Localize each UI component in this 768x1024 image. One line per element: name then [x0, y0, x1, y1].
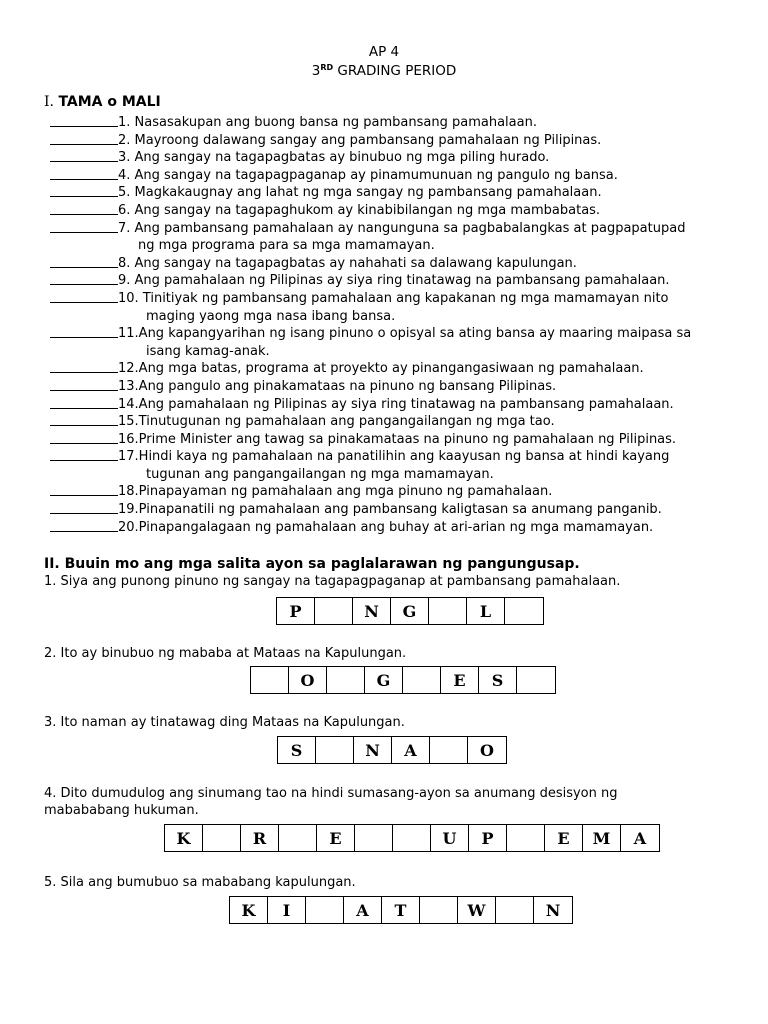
tf-item-line: 15.Tinutugunan ng pamahalaan ang pangangailangan ng mga tao.: [118, 414, 555, 430]
letter-box-empty[interactable]: [203, 825, 241, 851]
letter-box-empty[interactable]: [505, 598, 543, 624]
tf-item-text: [118, 184, 750, 202]
tf-item-text: [118, 272, 750, 290]
letter-box-empty[interactable]: [429, 598, 467, 624]
answer-blank[interactable]: [50, 448, 118, 461]
tf-item: [50, 290, 750, 325]
letter-box-filled: E: [441, 667, 479, 693]
letter-box-empty[interactable]: [316, 737, 354, 763]
letter-box-filled: O: [480, 740, 494, 760]
tf-item-text: [118, 396, 750, 414]
tf-item-line: 4. Ang sangay na tagapagpaganap ay pinamumunuan ng pangulo ng bansa.: [118, 167, 618, 183]
letter-boxes: [229, 896, 573, 924]
tf-item: [50, 483, 750, 501]
tf-item: [50, 325, 750, 360]
question-text: 5. Sila ang bumubuo sa mababang kapulungan.: [44, 875, 356, 890]
tf-item-line: 6. Ang sangay na tagapaghukom ay kinabibilangan ng mga mambabatas.: [118, 202, 601, 218]
tf-item: [50, 167, 750, 185]
answer-blank[interactable]: [50, 132, 118, 145]
tf-item-text: [118, 483, 750, 501]
letter-box-filled: E: [317, 825, 355, 851]
letter-box-filled: S: [278, 737, 316, 763]
question-text: 3. Ito naman ay tinatawag ding Mataas na Kapulungan.: [44, 715, 405, 730]
letter-box-filled: T: [382, 897, 420, 923]
answer-blank[interactable]: [50, 483, 118, 496]
answer-blank[interactable]: [50, 396, 118, 409]
answer-blank[interactable]: [50, 255, 118, 268]
tf-item-line: 7. Ang pambansang pamahalaan ay nangunguna sa pagbabalangkas at pagpapatupad: [118, 220, 686, 236]
letter-boxes: [164, 824, 660, 852]
answer-blank[interactable]: [50, 501, 118, 514]
answer-blank[interactable]: [50, 272, 118, 285]
letter-box-empty[interactable]: [420, 897, 458, 923]
tf-item-text: [118, 413, 750, 431]
answer-blank[interactable]: [50, 325, 118, 338]
letter-box-filled: M: [583, 825, 621, 851]
tf-item-text: [118, 255, 750, 273]
tf-item-text: [118, 114, 750, 132]
letter-box-filled: G: [391, 598, 429, 624]
question-text: 1. Siya ang punong pinuno ng sangay na tagapagpaganap at pambansang pamahalaan.: [44, 574, 621, 589]
tf-item-line: 16.Prime Minister ang tawag sa pinakamataas na pinuno ng pamahalaan ng Pilipinas.: [118, 431, 677, 447]
section-1-roman: I.: [44, 94, 59, 110]
letter-boxes: [250, 666, 556, 694]
period-superscript: RD: [320, 63, 334, 72]
letter-box-filled: K: [230, 897, 268, 923]
tf-item: [50, 272, 750, 290]
tf-item: [50, 396, 750, 414]
letter-box-empty[interactable]: [279, 825, 317, 851]
letter-box-filled: A: [392, 737, 430, 763]
tf-item-text: [118, 519, 750, 537]
tf-item-text: [118, 290, 750, 325]
letter-box-empty[interactable]: [355, 825, 393, 851]
letter-box-filled: K: [165, 825, 203, 851]
tf-item-line: 20.Pinapangalagaan ng pamahalaan ang buhay at ari-arian ng mga mamamayan.: [118, 519, 654, 535]
letter-box-empty[interactable]: [496, 897, 534, 923]
tf-item: [50, 202, 750, 220]
tf-item-line: 17.Hindi kaya ng pamahalaan na panatilihin ang kaayusan ng bansa at hindi kayang: [118, 449, 670, 465]
letter-box-filled: I: [268, 897, 306, 923]
tf-item-line: 5. Magkakaugnay ang lahat ng mga sangay ng pambansang pamahalaan.: [118, 185, 602, 201]
tf-item-line: 3. Ang sangay na tagapagbatas ay binubuo ng mga piling hurado.: [118, 150, 550, 166]
answer-blank[interactable]: [50, 431, 118, 444]
letter-box-filled: A: [633, 828, 647, 848]
true-false-list: [50, 114, 750, 536]
answer-blank[interactable]: [50, 413, 118, 426]
letter-box-filled: P: [277, 598, 315, 624]
letter-box-filled: S: [479, 667, 517, 693]
letter-box-empty[interactable]: [403, 667, 441, 693]
tf-item-text: [118, 360, 750, 378]
letter-boxes: [277, 736, 507, 764]
letter-box-empty[interactable]: [251, 667, 289, 693]
letter-box-filled: E: [545, 825, 583, 851]
tf-item: [50, 255, 750, 273]
question-text: 2. Ito ay binubuo ng mababa at Mataas na Kapulungan.: [44, 646, 407, 661]
tf-item-line: 2. Mayroong dalawang sangay ang pambansang pamahalaan ng Pilipinas.: [118, 132, 602, 148]
tf-item: [50, 220, 750, 255]
period-text: GRADING PERIOD: [333, 63, 457, 79]
letter-box-filled: U: [431, 825, 469, 851]
letter-box-filled: O: [289, 667, 327, 693]
tf-item: [50, 519, 750, 537]
tf-item-text: [118, 167, 750, 185]
tf-item-line: 1. Nasasakupan ang buong bansa ng pambansang pamahalaan.: [118, 115, 537, 130]
tf-item-text: [118, 448, 750, 483]
section-1-title: TAMA o MALI: [58, 94, 161, 110]
tf-item-text: [118, 325, 750, 360]
letter-box-filled: W: [458, 897, 496, 923]
subject-label: AP 4: [368, 44, 400, 60]
letter-box-filled: N: [354, 737, 392, 763]
letter-box-empty[interactable]: [327, 667, 365, 693]
tf-item: [50, 132, 750, 150]
letter-box-filled: G: [365, 667, 403, 693]
tf-item-text: [118, 431, 750, 449]
tf-item: [50, 448, 750, 483]
tf-item-text: [118, 202, 750, 220]
answer-blank[interactable]: [50, 167, 118, 180]
letter-box-empty[interactable]: [517, 667, 555, 693]
answer-blank[interactable]: [50, 149, 118, 162]
tf-item: [50, 360, 750, 378]
letter-box-empty[interactable]: [306, 897, 344, 923]
answer-blank[interactable]: [50, 202, 118, 215]
tf-item-line: 11.Ang kapangyarihan ng isang pinuno o opisyal sa ating bansa ay maaring maipasa sa: [118, 326, 692, 342]
answer-blank[interactable]: [50, 519, 118, 532]
grading-period-title: [0, 63, 768, 79]
letter-box-filled: P: [469, 825, 507, 851]
letter-box-empty[interactable]: [430, 737, 468, 763]
tf-item-continuation: maging yaong mga nasa ibang bansa.: [146, 308, 396, 324]
letter-box-filled: N: [353, 598, 391, 624]
tf-item-text: [118, 220, 750, 255]
period-number: 3: [311, 63, 321, 79]
tf-item: [50, 149, 750, 167]
tf-item-text: [118, 501, 750, 519]
tf-item-line: 14.Ang pamahalaan ng Pilipinas ay siya ring tinatawag na pambansang pamahalaan.: [118, 396, 674, 412]
tf-item: [50, 184, 750, 202]
tf-item-continuation: ng mga programa para sa mga mamamayan.: [138, 238, 435, 254]
letter-boxes: [276, 597, 544, 625]
tf-item: [50, 501, 750, 519]
tf-item-continuation: tugunan ang pangangailangan ng mga mamamayan.: [146, 466, 494, 482]
tf-item-line: 12.Ang mga batas, programa at proyekto ay pinangangasiwaan ng pamahalaan.: [118, 361, 644, 377]
answer-blank[interactable]: [50, 114, 118, 127]
tf-item-line: 18.Pinapayaman ng pamahalaan ang mga pinuno ng pamahalaan.: [118, 484, 553, 500]
tf-item-line: 13.Ang pangulo ang pinakamataas na pinuno ng bansang Pilipinas.: [118, 378, 557, 394]
letter-box-empty[interactable]: [507, 825, 545, 851]
tf-item: [50, 431, 750, 449]
letter-box-filled: R: [241, 825, 279, 851]
tf-item: [50, 413, 750, 431]
question-text: 4. Dito dumudulog ang sinumang tao na hindi sumasang-ayon sa anumang desisyon ng mabababang hukuman.: [44, 786, 618, 818]
answer-blank[interactable]: [50, 378, 118, 391]
letter-box-filled: A: [344, 897, 382, 923]
tf-item-line: 8. Ang sangay na tagapagbatas ay nahahati sa dalawang kapulungan.: [118, 255, 577, 271]
tf-item-line: 10. Tinitiyak ng pambansang pamahalaan ang kapakanan ng mga mamamayan nito: [118, 290, 669, 306]
tf-item-continuation: isang kamag-anak.: [146, 343, 270, 359]
answer-blank[interactable]: [50, 360, 118, 373]
answer-blank[interactable]: [50, 290, 118, 303]
letter-box-empty[interactable]: [315, 598, 353, 624]
tf-item-text: [118, 149, 750, 167]
tf-item-text: [118, 378, 750, 396]
tf-item: [50, 114, 750, 132]
subject-title: [0, 44, 768, 60]
tf-item-line: 9. Ang pamahalaan ng Pilipinas ay siya ring tinatawag na pambansang pamahalaan.: [118, 273, 670, 289]
letter-box-empty[interactable]: [393, 825, 431, 851]
tf-item-line: 19.Pinapanatili ng pamahalaan ang pambansang kaligtasan sa anumang panganib.: [118, 502, 662, 518]
section-2-heading: II. Buuin mo ang mga salita ayon sa paglalarawan ng pangungusap.: [44, 556, 580, 572]
tf-item-text: [118, 132, 750, 150]
answer-blank[interactable]: [50, 184, 118, 197]
answer-blank[interactable]: [50, 220, 118, 233]
section-1-heading: [44, 94, 161, 110]
letter-box-filled: N: [545, 900, 561, 920]
letter-box-filled: L: [467, 598, 505, 624]
tf-item: [50, 378, 750, 396]
